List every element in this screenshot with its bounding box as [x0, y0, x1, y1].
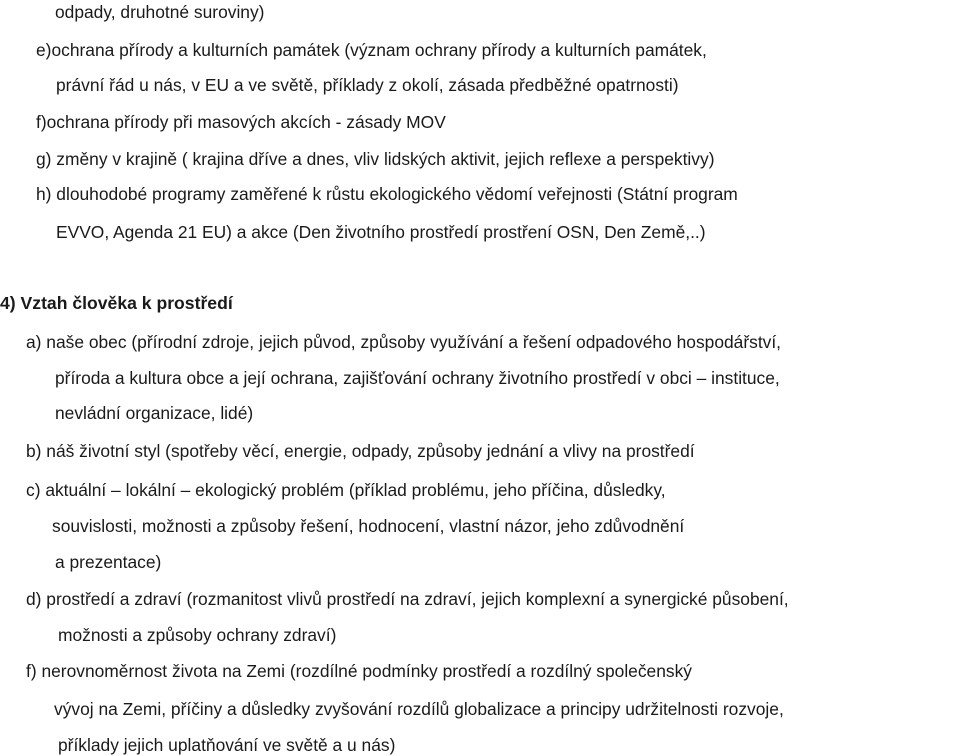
- list-item-c-cont: souvislosti, možnosti a způsoby řešení, hodnocení, vlastní názor, jeho zdůvodnění: [52, 516, 685, 536]
- text-line: odpady, druhotné suroviny): [55, 2, 265, 22]
- list-item-d-cont: možnosti a způsoby ochrany zdraví): [58, 625, 337, 645]
- list-item-a: a) naše obec (přírodní zdroje, jejich původ, způsoby využívání a řešení odpadového hospodářství,: [26, 332, 782, 352]
- list-item-b: b) náš životní styl (spotřeby věcí, energie, odpady, způsoby jednání a vlivy na prostředí: [26, 441, 695, 461]
- list-item-h-cont: EVVO, Agenda 21 EU) a akce (Den životního prostředí prostření OSN, Den Země,..): [56, 222, 706, 242]
- list-item-f2: f) nerovnoměrnost života na Zemi (rozdílné podmínky prostředí a rozdílný společenský: [26, 661, 692, 681]
- list-item-f: f)ochrana přírody při masových akcích - zásady MOV: [36, 112, 446, 132]
- list-item-c: c) aktuální – lokální – ekologický problém (příklad problému, jeho příčina, důsledky,: [26, 480, 666, 500]
- list-item-f2-cont: vývoj na Zemi, příčiny a důsledky zvyšování rozdílů globalizace a principy udržitelnosti rozvoje,: [54, 699, 784, 719]
- list-item-e: e)ochrana přírody a kulturních památek (význam ochrany přírody a kulturních památek,: [36, 40, 707, 60]
- list-item-e-cont: právní řád u nás, v EU a ve světě, příklady z okolí, zásada předběžné opatrnosti): [56, 75, 679, 95]
- list-item-d: d) prostředí a zdraví (rozmanitost vlivů prostředí na zdraví, jejich komplexní a synergické působení,: [26, 589, 789, 609]
- list-item-a-cont: příroda a kultura obce a její ochrana, zajišťování ochrany životního prostředí v obci – instituce,: [55, 368, 780, 388]
- list-item-f2-cont: příklady jejich uplatňování ve světě a u nás): [58, 735, 396, 755]
- section-heading: 4) Vztah člověka k prostředí: [0, 293, 233, 313]
- list-item-c-cont: a prezentace): [55, 552, 162, 572]
- list-item-g: g) změny v krajině ( krajina dříve a dnes, vliv lidských aktivit, jejich reflexe a perspektivy): [36, 149, 715, 169]
- list-item-h: h) dlouhodobé programy zaměřené k růstu ekologického vědomí veřejnosti (Státní program: [36, 184, 738, 204]
- list-item-a-cont: nevládní organizace, lidé): [55, 403, 254, 423]
